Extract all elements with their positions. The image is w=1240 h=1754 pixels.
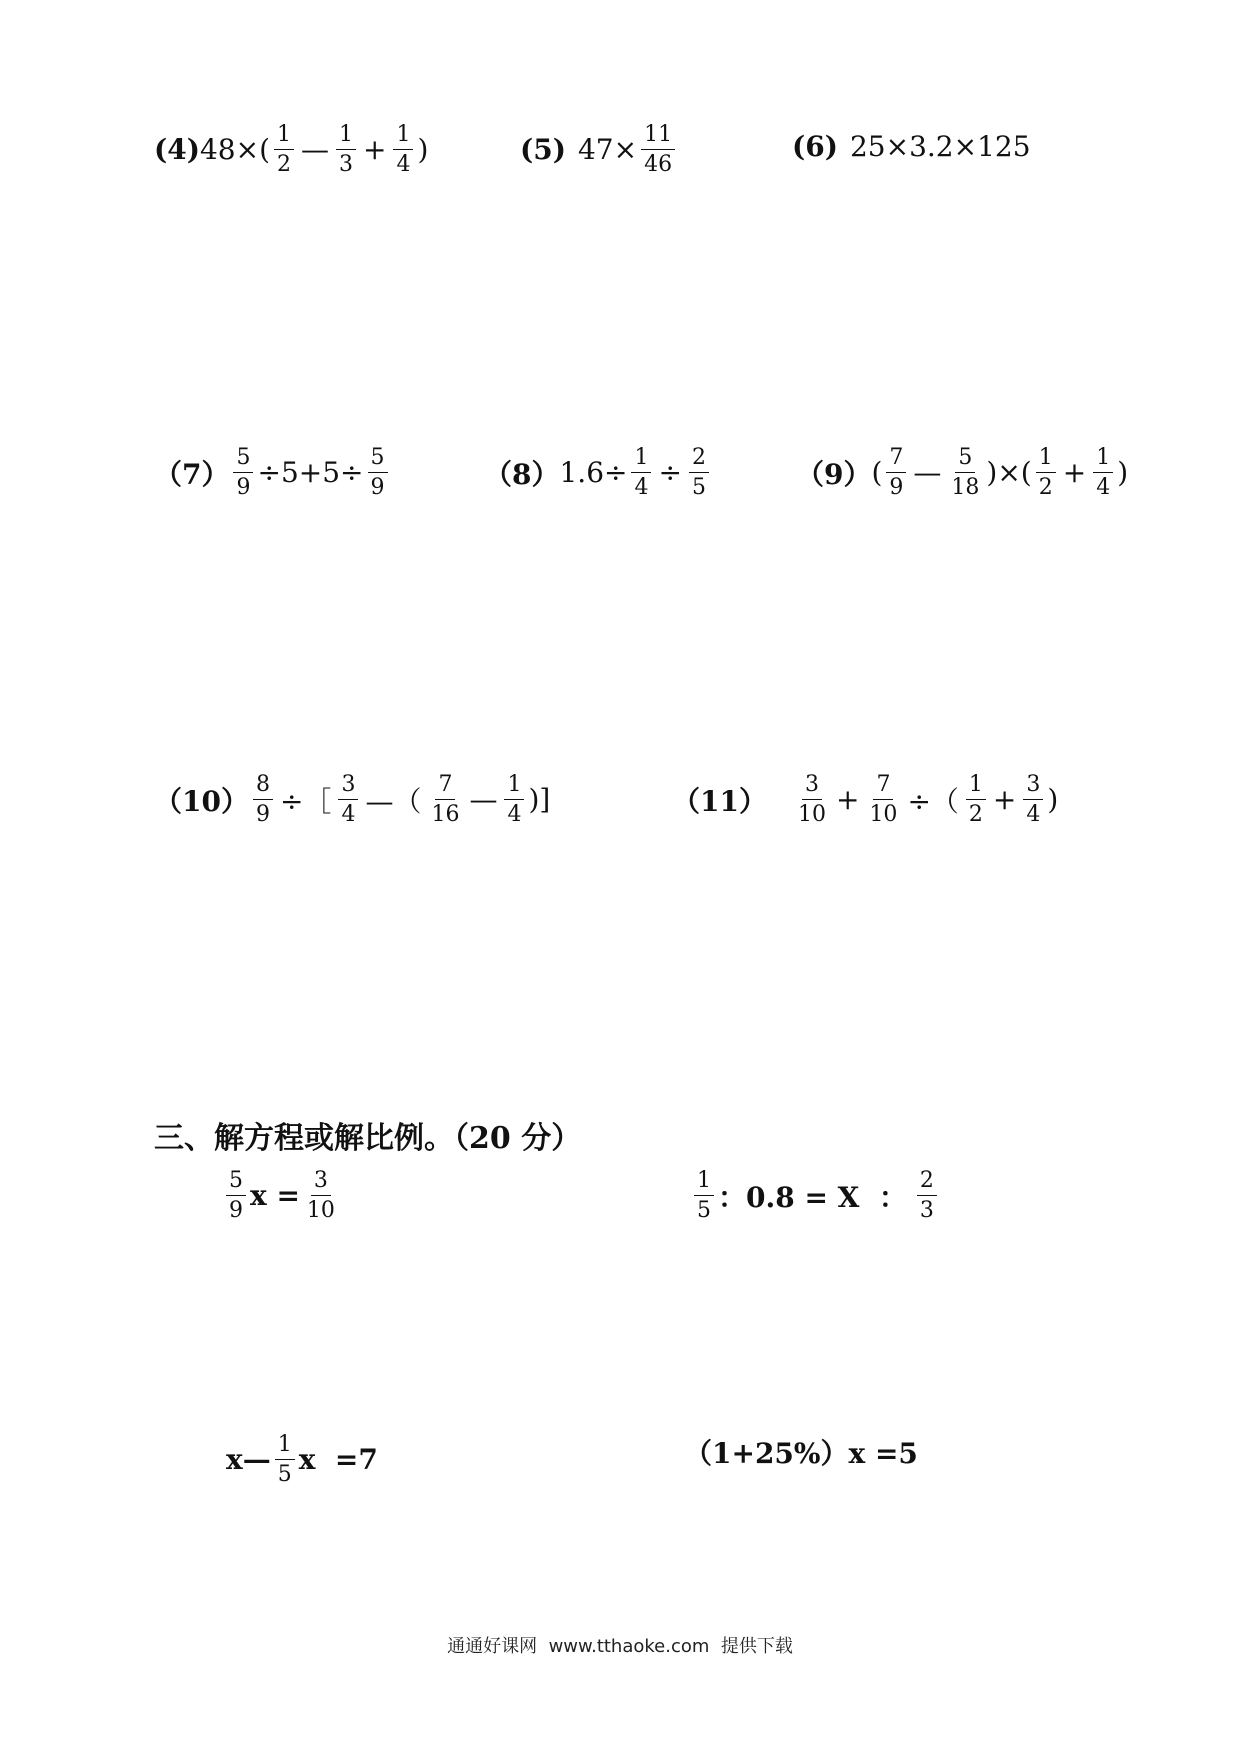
problem-5 [520, 122, 679, 178]
fraction: $\frac{3}{10}$ [797, 772, 826, 828]
fraction: $\frac{1}{2}$ [1036, 445, 1056, 501]
operator: + [363, 133, 387, 167]
problem-8-label: （8） [484, 457, 560, 491]
operator: — [913, 456, 942, 490]
problem-4-lead: 48×( [199, 133, 270, 167]
fraction: $\frac{1}{2}$ [966, 772, 986, 828]
equation-3 [226, 1432, 378, 1488]
fraction: $\frac{1}{5}$ [694, 1168, 714, 1224]
fraction: $\frac{3}{4}$ [1023, 772, 1043, 828]
fraction: $\frac{5}{18}$ [951, 445, 980, 501]
fraction: $\frac{1}{3}$ [336, 122, 356, 178]
footer: 通通好课网 www.tthaoke.com 提供下载 [447, 1636, 793, 1657]
problem-11-label: （11） [672, 784, 767, 818]
fraction: $\frac{5}{9}$ [233, 445, 253, 501]
problem-9-lead: ( [871, 456, 883, 490]
fraction: $\frac{1}{2}$ [274, 122, 294, 178]
problem-6-label: (6) [792, 130, 838, 163]
equation-4 [684, 1432, 918, 1472]
operator: — [301, 133, 329, 167]
fraction: $\frac{7}{16}$ [431, 772, 460, 828]
fraction: $\frac{1}{4}$ [631, 445, 651, 501]
problem-9 [796, 445, 1128, 501]
section-heading: 三、解方程或解比例。（20 分） [154, 1121, 582, 1156]
problem-8 [484, 445, 713, 501]
equation-2 [690, 1168, 941, 1224]
operator: + [1062, 456, 1087, 490]
problem-8-lead: 1.6÷ [559, 456, 628, 490]
operator: ÷（ [907, 784, 959, 818]
fraction: $\frac{11}{46}$ [641, 122, 675, 178]
problem-4-label: (4) [154, 133, 200, 167]
problem-7-mid: ÷5+5÷ [257, 456, 364, 490]
problem-11-tail: ) [1047, 783, 1059, 817]
operator: ÷［ [279, 784, 332, 818]
fraction: $\frac{3}{10}$ [306, 1168, 335, 1224]
problem-11 [672, 772, 1058, 828]
problem-9-tail: ) [1117, 456, 1129, 490]
problem-10 [154, 772, 550, 828]
fraction: $\frac{2}{3}$ [917, 1168, 937, 1224]
fraction: $\frac{8}{9}$ [253, 772, 273, 828]
problem-6 [792, 130, 1031, 163]
operator: — [469, 783, 498, 817]
problem-10-label: （10） [154, 784, 249, 818]
fraction: $\frac{5}{9}$ [226, 1168, 246, 1224]
equation-3-tail: x =7 [298, 1443, 378, 1477]
operator: —（ [365, 784, 422, 818]
fraction: $\frac{3}{4}$ [338, 772, 358, 828]
fraction: $\frac{5}{9}$ [368, 445, 388, 501]
fraction: $\frac{1}{4}$ [504, 772, 524, 828]
problem-5-label: (5) [520, 133, 566, 167]
problem-7 [154, 445, 392, 501]
problem-4-tail: ) [417, 133, 429, 167]
fraction: $\frac{1}{4}$ [1093, 445, 1113, 501]
equation-2-mid: ：0.8 = X ： [718, 1180, 907, 1214]
operator: + [992, 783, 1017, 817]
problem-7-label: （7） [154, 457, 230, 491]
fraction: $\frac{7}{9}$ [886, 445, 906, 501]
equation-1 [222, 1168, 342, 1224]
problem-5-lead: 47× [577, 133, 638, 167]
equation-1-mid: x = [250, 1179, 300, 1213]
problem-9-label: （9） [796, 457, 872, 491]
problem-4 [154, 122, 428, 178]
operator: + [835, 783, 860, 817]
problem-9-mid: )×( [986, 456, 1032, 490]
fraction: $\frac{7}{10}$ [869, 772, 898, 828]
problem-10-tail: )] [528, 783, 551, 817]
fraction: $\frac{2}{5}$ [689, 445, 709, 501]
equation-3-lead: x— [226, 1443, 271, 1477]
equation-4-expr: （1+25%）x =5 [684, 1437, 918, 1470]
operator: ÷ [658, 456, 682, 490]
problem-6-expr: 25×3.2×125 [849, 130, 1031, 163]
fraction: $\frac{1}{5}$ [275, 1432, 295, 1488]
fraction: $\frac{1}{4}$ [393, 122, 413, 178]
